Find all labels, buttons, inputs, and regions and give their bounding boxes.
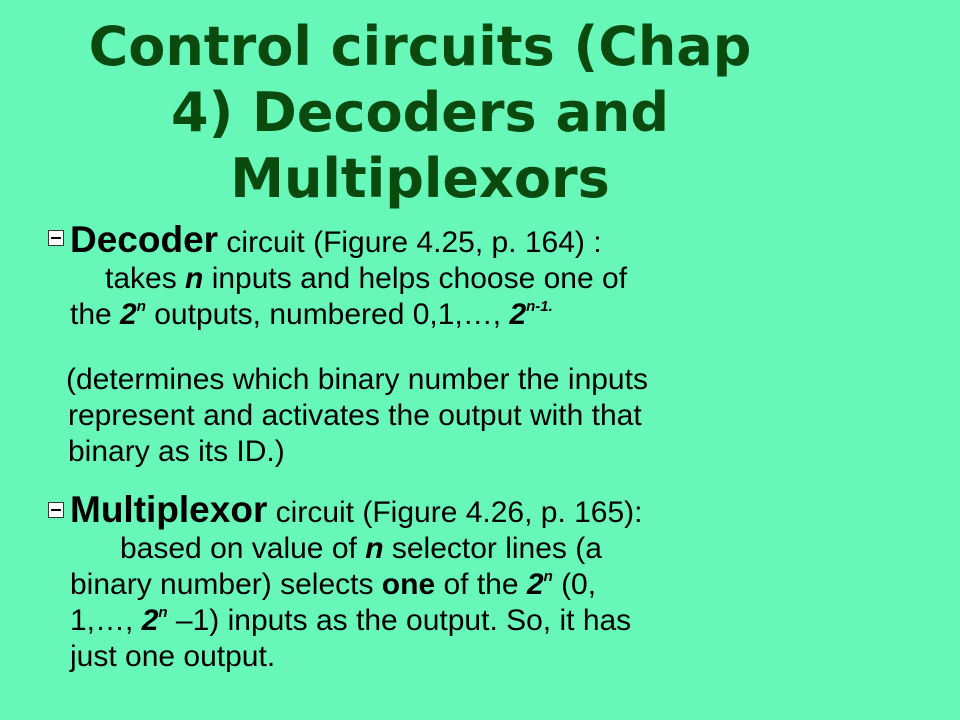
- decoder-n: n: [185, 262, 204, 295]
- mux-text-1: circuit (Figure 4.26, p. 165):: [267, 496, 643, 529]
- multiplexor-term: Multiplexor: [70, 489, 268, 530]
- mux-sup-n2: n: [158, 604, 168, 621]
- mux-text-2b: selector lines (a: [383, 532, 602, 565]
- decoder-text-3a: the: [70, 298, 121, 331]
- mux-two: 2: [526, 568, 544, 601]
- mux-text-3b: of the: [435, 568, 527, 601]
- mux-line-5: just one output.: [70, 640, 276, 673]
- decoder-sup-n1: n-1.: [526, 298, 553, 315]
- mux-text-3a: binary number) selects: [70, 568, 382, 601]
- decoder-text-2a: takes: [105, 262, 186, 295]
- mux-text-4b: –1) inputs as the output. So, it has: [167, 604, 632, 637]
- mux-text-4a: 1,…,: [70, 604, 142, 637]
- title-line-2: 4) Decoders and: [171, 81, 669, 144]
- decoder-line-2: [70, 261, 850, 297]
- title-line-3: Multiplexors: [230, 147, 610, 210]
- slide-title: [0, 14, 840, 212]
- decoder-two: 2: [120, 298, 137, 331]
- decoder-two-2: 2: [509, 298, 527, 331]
- multiplexor-paragraph: [70, 489, 850, 675]
- note-line-1: (determines which binary number the inputs: [66, 363, 648, 396]
- mux-text-2a: based on value of: [120, 532, 366, 565]
- note-line-2: represent and activates the output with that: [68, 399, 642, 432]
- decoder-line-1: [70, 219, 850, 261]
- decoder-text-2b: inputs and helps choose one of: [203, 262, 628, 295]
- mux-line-4: [70, 603, 850, 639]
- decoder-term: Decoder: [70, 219, 219, 260]
- decoder-note: [68, 362, 848, 470]
- mux-sup-n: n: [543, 568, 553, 585]
- bullet-box-icon: [48, 502, 64, 518]
- decoder-paragraph: [70, 219, 850, 333]
- mux-text-3c: (0,: [552, 568, 597, 601]
- mux-line-2: [70, 531, 850, 567]
- title-line-1: Control circuits (Chap: [88, 15, 752, 78]
- decoder-text-1: circuit (Figure 4.25, p. 164) :: [218, 226, 602, 259]
- decoder-line-3: [70, 297, 850, 333]
- mux-two-2: 2: [141, 604, 159, 637]
- note-line-3: binary as its ID.): [68, 435, 285, 468]
- mux-one: one: [381, 568, 436, 601]
- mux-n: n: [365, 532, 384, 565]
- bullet-box-icon: [48, 230, 64, 246]
- mux-line-1: [70, 489, 850, 531]
- decoder-text-3b: outputs, numbered 0,1,…,: [145, 298, 510, 331]
- decoder-sup-n: n: [136, 298, 146, 315]
- mux-line-3: [70, 567, 850, 603]
